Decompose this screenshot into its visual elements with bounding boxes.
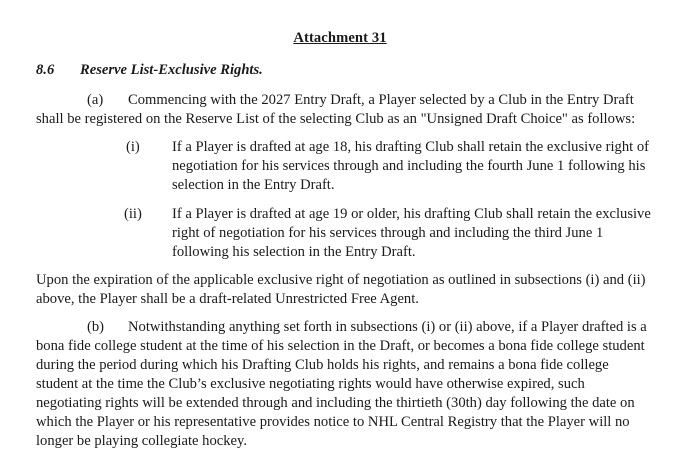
sub-i-line-3: selection in the Entry Draft. (172, 177, 335, 193)
section-heading (36, 62, 263, 79)
para-b-line-2: bona fide college student at the time of his selection in the Draft, or becomes a bona fide college student (36, 338, 645, 354)
sub-ii-line-3: following his selection in the Entry Draft. (172, 244, 416, 260)
section-title: Reserve List-Exclusive Rights. (80, 62, 263, 78)
sub-ii-line-2: right of negotiation for his services through and including the third June 1 (172, 225, 604, 241)
section-number: 8.6 (36, 62, 55, 78)
para-b-line-7: longer be playing collegiate hockey. (36, 433, 247, 449)
sub-i-label: (i) (126, 139, 140, 155)
sub-i-line-1: If a Player is drafted at age 18, his drafting Club shall retain the exclusive right of (172, 139, 649, 155)
para-b-line-3: during the period during which his Drafting Club holds his rights, and remains a bona fide college (36, 357, 609, 373)
attachment-title: Attachment 31 (293, 30, 387, 46)
sub-i-line-2: negotiation for his services through and including the fourth June 1 following his (172, 158, 646, 174)
para-b-line-5: negotiating rights will be extended through and including the thirtieth (30th) day following the date on (36, 395, 635, 411)
upon-line-1: Upon the expiration of the applicable exclusive right of negotiation as outlined in subsections (i) and (ii) (36, 272, 646, 288)
para-b-line-6: which the Player or his representative provides notice to NHL Central Registry that the Player will no (36, 414, 630, 430)
para-b-label: (b) (87, 319, 105, 335)
sub-ii-line-1: If a Player is drafted at age 19 or older, his drafting Club shall retain the exclusive (172, 206, 651, 222)
sub-ii-label: (ii) (124, 206, 142, 222)
para-a-line-1: Commencing with the 2027 Entry Draft, a Player selected by a Club in the Entry Draft (128, 92, 634, 108)
para-b-line-4: student at the time the Club’s exclusive negotiating rights would have otherwise expired, such (36, 376, 585, 392)
para-a-line-2: shall be registered on the Reserve List of the selecting Club as an "Unsigned Draft Choice" as follows: (36, 111, 636, 127)
para-b-line-1: Notwithstanding anything set forth in subsections (i) or (ii) above, if a Player drafted is a (128, 319, 647, 335)
para-a-label: (a) (87, 92, 104, 108)
upon-line-2: above, the Player shall be a draft-related Unrestricted Free Agent. (36, 291, 419, 307)
